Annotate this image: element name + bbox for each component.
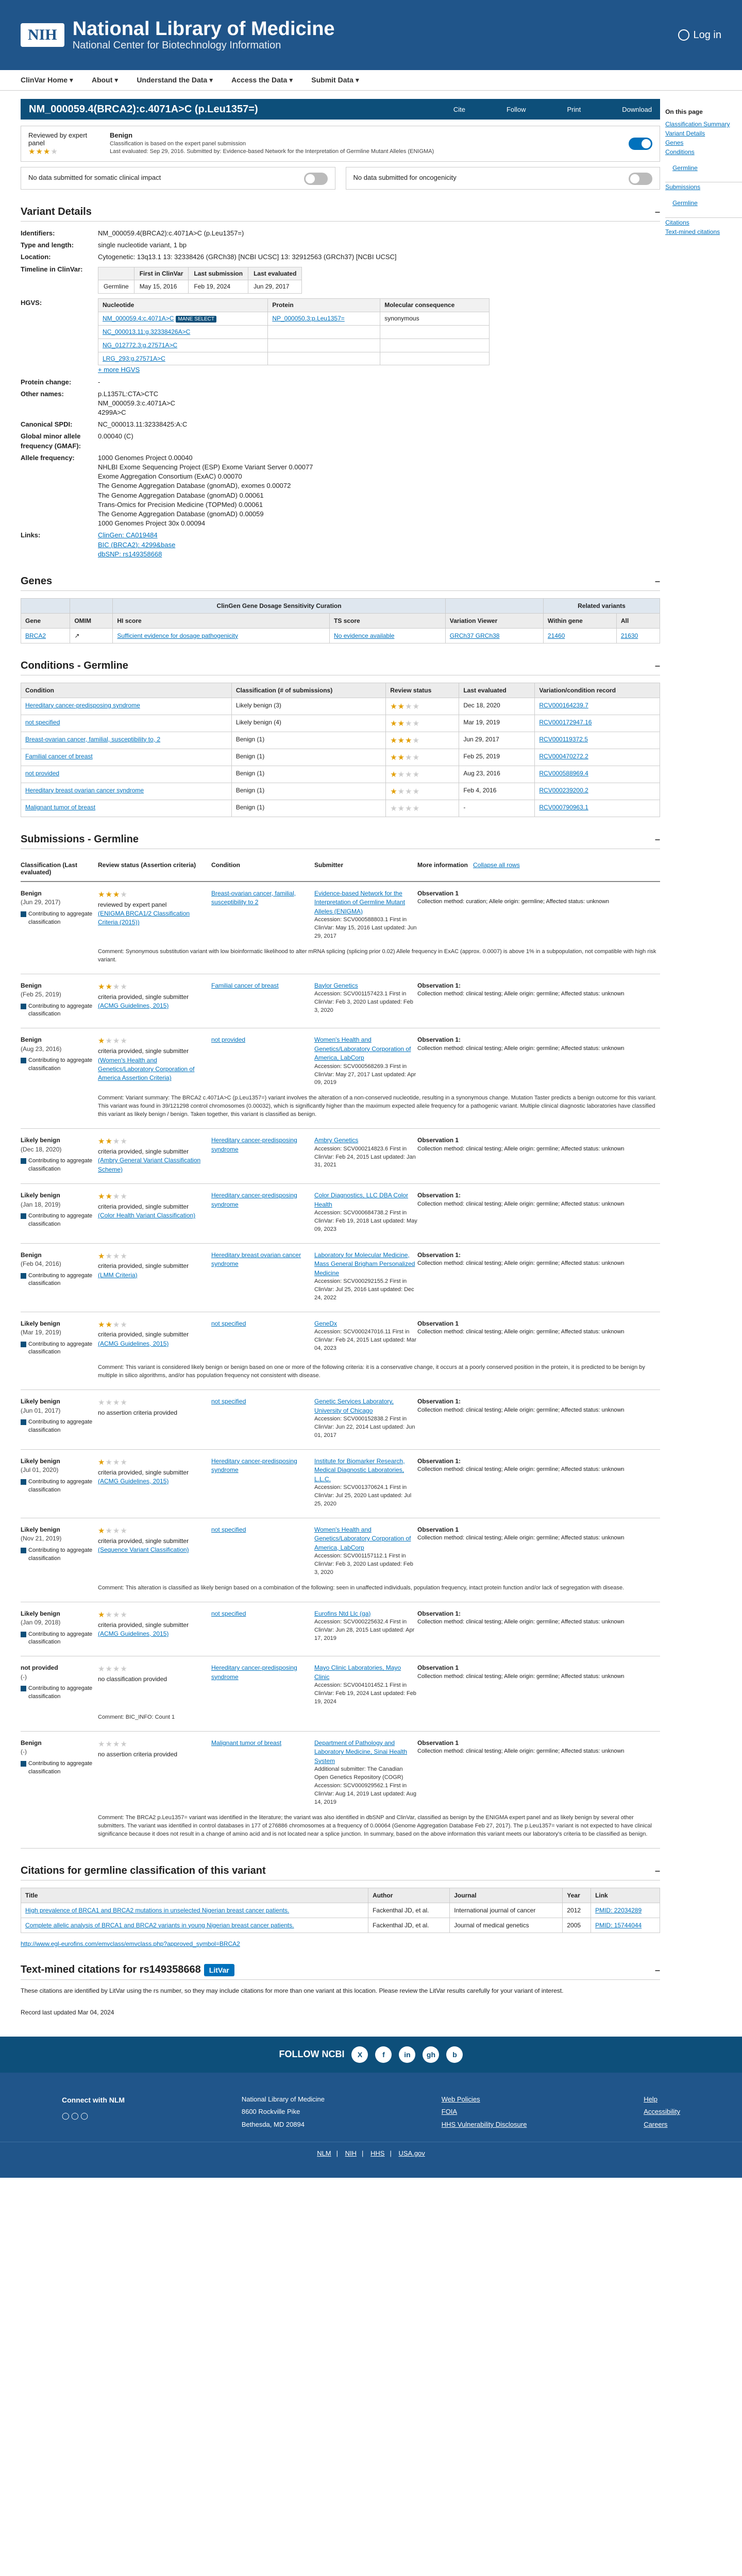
rcv-link[interactable]: RCV000172947.16	[539, 718, 592, 726]
condition-link[interactable]: not specified	[211, 1319, 246, 1327]
more-hgvs-link[interactable]: + more HGVS	[98, 366, 140, 374]
conditions-table: Condition Classification (# of submissions) Review status Last evaluated Variation/condition record Hereditary cancer-predisposing syndrome Likely benign (3) ★★★★ Dec 18, 2020 RCV000164239.7 not specified Likely benign (4) ★★★★ Mar 19, 2019 RCV000172947.16 Breast-ovarian cancer, familial, susceptibility to, 2 Benign (1) ★★★★ Jun 29, 2017 RCV000119372.5 Familial cancer of breast Benign (1) ★★★★ Feb 25, 2019 RCV000470272.2 not provided Benign (1) ★★★★ Aug 23, 2016 RCV000588969.4 Hereditary breast ovarian cancer syndrome Benign (1) ★★★★ Feb 4, 2016 RCV000239200.2 Malignant tumor of breast Benign (1) ★★★★ - RCV000790963.1	[21, 683, 660, 817]
collapse-icon[interactable]: −	[654, 1866, 661, 1876]
submission-row: Benign (Feb 25, 2019) Contributing to aggregate classification ★★★★ criteria provided, single submitter (ACMG Guidelines, 2015) Familial cancer of breast Baylor Genetics Accession: SCV001157423.1 First in ClinVar: Feb 3, 2020 Last updated: Feb 3, 2020 Observation 1: Collection method: clinical testing; Allele origin: germline; Affected status: unknown	[21, 974, 660, 1029]
collapse-icon[interactable]: −	[654, 834, 661, 845]
main-content	[21, 91, 660, 2016]
mane-badge: MANE SELECT	[176, 316, 216, 323]
nih-header	[0, 0, 742, 70]
condition-link[interactable]: Malignant tumor of breast	[211, 1739, 282, 1747]
hgvs-link[interactable]: NC_000013.11:g.32338426A>C	[103, 328, 191, 335]
submission-comment: Comment: BIC_INFO: Count 1	[98, 1714, 175, 1720]
table-row: Malignant tumor of breast Benign (1) ★★★★ - RCV000790963.1	[21, 800, 660, 817]
table-row: not specified Likely benign (4) ★★★★ Mar 19, 2019 RCV000172947.16	[21, 715, 660, 732]
hgvs-link[interactable]: LRG_293:g.27571A>C	[103, 354, 165, 362]
section-textmined[interactable]: Text-mined citations for rs149358668 LitVar −	[21, 1964, 660, 1980]
review-stars: ★★★★	[98, 1137, 128, 1146]
sidebar-link-genes[interactable]: Genes	[665, 139, 684, 146]
condition-link[interactable]: Hereditary cancer-predisposing syndrome	[211, 1192, 297, 1208]
condition-link[interactable]: not provided	[25, 769, 60, 777]
site-subtitle: National Center for Biotechnology Information	[72, 40, 281, 52]
hgvs-table: Nucleotide Protein Molecular consequence NM_000059.4:c.4071A>C MANE SELECT NP_000050.3:p.Leu1357= synonymous NC_000013.11:g.32338426A>C NG_012772.3:g.27571A>C LRG_293:g.27571A>C	[98, 298, 490, 365]
submission-comment: Comment: Synonymous substitution variant with low bioinformatic likelihood to alter mRNA splicing (splicing prior 0.02) Allele frequency in ExAC (approx. 0.0007) is above 1% in a subpopulation, not compatible with high risk variant.	[98, 948, 656, 963]
submission-row: not provided (-) Contributing to aggregate classification ★★★★ no classification provided Hereditary cancer-predisposing syndrome Mayo Clinic Laboratories, Mayo Clinic Accession: SCV004101452.1 First in ClinVar: Feb 19, 2024 Last updated: Feb 19, 2024 Observation 1 Collection method: clinical testing; Allele origin: germline; Affected status: unknown Comment: BIC_INFO: Count 1	[21, 1656, 660, 1732]
checkbox-icon	[21, 1686, 26, 1691]
nav-access-data[interactable]: Access the Data ▾	[231, 76, 293, 84]
sidebar-link-submissions[interactable]: Submissions	[665, 183, 701, 191]
submitter-link[interactable]: Color Diagnostics, LLC DBA Color Health	[314, 1192, 409, 1208]
litvar-badge[interactable]: LitVar	[204, 1964, 234, 1976]
condition-link[interactable]: Hereditary cancer-predisposing syndrome	[211, 1457, 297, 1474]
nih-logo[interactable]	[21, 19, 335, 52]
table-row: Breast-ovarian cancer, familial, susceptibility to, 2 Benign (1) ★★★★ Jun 29, 2017 RCV000119372.5	[21, 732, 660, 749]
condition-link[interactable]: not specified	[211, 1526, 246, 1533]
submission-comment: Comment: Variant summary: The BRCA2 c.4071A>C (p.Leu1357=) variant involves the alteration of a non-conserved nucleotide, resulting in a synonymous change. Mutation Taster predicts a benign outcome for this variant. This variant was found in 39/121298 control chromosomes (0.00032), which is significantly higher than the maximum expected allele frequency for a pathogenic variant. Multiple clinical diagnostic laboratories have classified this variant as likely benign / benign. Taken together, this variant is classified as benign.	[98, 1095, 657, 1118]
nav-clinvar-home[interactable]: ClinVar Home ▾	[21, 76, 73, 84]
submitter-link[interactable]: Baylor Genetics	[314, 981, 358, 989]
condition-link[interactable]: Malignant tumor of breast	[25, 803, 96, 811]
condition-link[interactable]: Hereditary cancer-predisposing syndrome	[25, 701, 140, 709]
egl-link[interactable]: http://www.egl-eurofins.com/emvclass/emvclass.php?approved_symbol=BRCA2	[21, 1940, 240, 1947]
nih-badge: NIH	[21, 23, 64, 47]
review-stars: ★★★★	[390, 804, 420, 813]
nav-submit-data[interactable]: Submit Data ▾	[311, 76, 359, 84]
genes-table: ClinGen Gene Dosage Sensitivity Curation Related variants Gene OMIM HI score TS score Variation Viewer Within gene All BRCA2 ↗ Sufficient evidence for dosage pathogenicity No evidence available GRCh37 GRCh38 21460 21630	[21, 598, 660, 643]
submission-row: Likely benign (Mar 19, 2019) Contributing to aggregate classification ★★★★ criteria provided, single submitter (ACMG Guidelines, 2015) not specified GeneDx Accession: SCV000247016.11 First in ClinVar: Feb 24, 2015 Last updated: Mar 04, 2023 Observation 1 Collection method: clinical testing; Allele origin: germline; Affected status: unknown Comment: This variant is considered likely benign or benign based on one or more of the following criteria: it is a conservative change, it occurs at a poorly conserved position in the protein, it is predicted to be benign by multiple in silico algorithms, and/or has population frequency not consistent with disease.	[21, 1312, 660, 1391]
links-list: ClinGen: CA019484 BIC (BRCA2): 4299&base dbSNP: rs149358668	[98, 531, 176, 558]
follow-ncbi-bar: FOLLOW NCBI X f in gh b	[0, 2037, 742, 2073]
footer-accessibility[interactable]: Accessibility	[644, 2108, 680, 2116]
condition-link[interactable]: not provided	[211, 1036, 246, 1044]
follow-button[interactable]: Follow	[506, 105, 526, 113]
checkbox-icon	[21, 911, 26, 917]
review-stars: ★★★★	[98, 1526, 128, 1535]
table-row: Familial cancer of breast Benign (1) ★★★★ Feb 25, 2019 RCV000470272.2	[21, 749, 660, 766]
variant-title: NM_000059.4(BRCA2):c.4071A>C (p.Leu1357=)	[29, 103, 258, 115]
review-stars: ★★★★	[28, 147, 58, 156]
checkbox-icon	[21, 1058, 26, 1063]
review-stars: ★★★★	[390, 753, 420, 762]
condition-link[interactable]: Familial cancer of breast	[211, 981, 279, 989]
download-button[interactable]: Download	[622, 105, 652, 113]
rcv-link[interactable]: RCV000239200.2	[539, 786, 588, 794]
checkbox-icon	[21, 1419, 26, 1425]
submitter-link[interactable]: Women's Health and Genetics/Laboratory Corporation of America, LabCorp	[314, 1526, 411, 1551]
checkbox-icon	[21, 1548, 26, 1553]
print-button[interactable]: Print	[567, 105, 581, 113]
collapse-all-link[interactable]: Collapse all rows	[473, 861, 520, 869]
somatic-nodata-card: No data submitted for somatic clinical impact	[21, 167, 335, 190]
review-stars: ★★★★	[390, 719, 420, 728]
footer-web-policies[interactable]: Web Policies	[441, 2095, 480, 2103]
user-icon	[678, 29, 689, 41]
rcv-link[interactable]: RCV000790963.1	[539, 803, 588, 811]
section-variant-details[interactable]: Variant Details −	[21, 206, 660, 222]
external-link-icon[interactable]: ↗	[74, 632, 80, 639]
allele-frequency-list: 1000 Genomes Project 0.00040 NHLBI Exome Sequencing Project (ESP) Exome Variant Server 0.00077 Exome Aggregation Consortium (ExAC) 0.00070 The Genome Aggregation Database (gnomAD), exomes 0.00072 The Genome Aggregation Database (gnomAD) 0.00061 Trans-Omics for Precision Medicine (TOPMed) 0.00061 The Genome Aggregation Database (gnomAD) 0.00059 1000 Genomes Project 30x 0.00094	[98, 453, 313, 528]
collapse-icon[interactable]: −	[654, 207, 661, 217]
hgvs-link[interactable]: NM_000059.4:c.4071A>C	[103, 314, 174, 322]
review-status-label: Reviewed by expert panel	[28, 131, 88, 147]
rcv-link[interactable]: RCV000588969.4	[539, 769, 588, 777]
review-stars: ★★★★	[98, 1665, 128, 1674]
rcv-link[interactable]: RCV000470272.2	[539, 752, 588, 760]
footer-help[interactable]: Help	[644, 2095, 657, 2103]
condition-link[interactable]: not specified	[25, 718, 60, 726]
collapse-icon[interactable]: −	[654, 576, 661, 587]
rcv-link[interactable]: RCV000119372.5	[539, 735, 588, 743]
timeline-table: First in ClinVar Last submission Last evaluated Germline May 15, 2016 Feb 19, 2024 Jun 29, 2017	[98, 267, 302, 294]
main-nav	[0, 70, 742, 91]
checkbox-icon	[21, 1213, 26, 1219]
submission-row: Likely benign (Jul 01, 2020) Contributing to aggregate classification ★★★★ criteria provided, single submitter (ACMG Guidelines, 2015) Hereditary cancer-predisposing syndrome Institute for Biomarker Research, Medical Diagnostic Laboratories, L.L.C. Accession: SCV001370624.1 First in ClinVar: Jul 25, 2020 Last updated: Jul 25, 2020 Observation 1: Collection method: clinical testing; Allele origin: germline; Affected status: unknown	[21, 1450, 660, 1518]
sidebar-link-conditions-germline[interactable]: Germline	[665, 157, 742, 182]
classification-basis: Classification is based on the expert panel submission	[110, 141, 246, 147]
checkbox-icon	[21, 1761, 26, 1767]
footer-bottom: NLM | NIH | HHS | USA.gov	[0, 2142, 742, 2178]
footer-hhs-disclosure[interactable]: HHS Vulnerability Disclosure	[441, 2120, 527, 2128]
site-title: National Library of Medicine	[72, 18, 335, 40]
cite-button[interactable]: Cite	[453, 105, 465, 113]
submission-row: Likely benign (Nov 21, 2019) Contributing to aggregate classification ★★★★ criteria provided, single submitter (Sequence Variant Classification) not specified Women's Health and Genetics/Laboratory Corporation of America, LabCorp Accession: SCV001157112.1 First in ClinVar: Feb 3, 2020 Last updated: Feb 3, 2020 Observation 1 Collection method: clinical testing; Allele origin: germline; Affected status: unknown Comment: This alteration is classified as likely benign based on a combination of the following: seen in unaffected individuals, population frequency, intact protein function and/or lack of segregation with disease.	[21, 1518, 660, 1602]
germline-classification-card	[21, 126, 660, 162]
submission-row: Likely benign (Dec 18, 2020) Contributing to aggregate classification ★★★★ criteria provided, single submitter (Ambry General Variant Classification Scheme) Hereditary cancer-predisposing syndrome Ambry Genetics Accession: SCV000214823.6 First in ClinVar: Feb 24, 2015 Last updated: Jan 31, 2021 Observation 1 Collection method: clinical testing; Allele origin: germline; Affected status: unknown	[21, 1129, 660, 1184]
social-icons-row: ◯ ◯ ◯	[62, 2112, 88, 2120]
citations-table: Title Author Journal Year Link High prevalence of BRCA1 and BRCA2 mutations in unselected Nigerian breast cancer patients. Fackenthal JD, et al. International journal of cancer 2012 PMID: 22034289 Complete allelic analysis of BRCA1 and BRCA2 variants in young Nigerian breast cancer patients. Fackenthal JD, et al. Journal of medical genetics 2005 PMID: 15744044	[21, 1888, 660, 1933]
somatic-toggle[interactable]	[304, 173, 328, 185]
checkbox-icon	[21, 1158, 26, 1164]
review-stars: ★★★★	[98, 1037, 128, 1046]
submissions-header: Classification (Last evaluated) Review status (Assertion criteria) Condition Submitter More information Collapse all rows	[21, 856, 660, 882]
sidebar-link-citations[interactable]: Citations	[665, 218, 689, 226]
section-genes[interactable]: Genes −	[21, 575, 660, 591]
review-stars: ★★★★	[390, 702, 420, 711]
condition-link[interactable]: Familial cancer of breast	[25, 752, 93, 760]
location-value: Cytogenetic: 13q13.1 13: 32338426 (GRCh38) [NCBI UCSC] 13: 32912563 (GRCh37) [NCBI UCSC]	[98, 253, 397, 261]
review-stars: ★★★★	[98, 1398, 128, 1408]
submitter-link[interactable]: Genetic Services Laboratory, University of Chicago	[314, 1398, 394, 1414]
site-footer: Connect with NLM ◯ ◯ ◯ National Library of Medicine 8600 Rockville Pike Bethesda, MD 20894 Web Policies FOIA HHS Vulnerability Disclosure Help Accessibility Careers	[0, 2073, 742, 2142]
submission-comment: Comment: The BRCA2 p.Leu1357= variant was identified in the literature; the variant was also identified in dbSNP and ClinVar, classified as benign by the ENIGMA expert panel and as likely benign by several other submitters. The variant was identified in control databases in 177 of 276886 chromosomes at a frequency of 0.00064 (Genome Aggregation Database Feb 27, 2017). The p.Leu1357= variant is not expected to have clinical significance because it does not result in a change of amino acid and is not located near a splice junction. In summary, based on the above information this variant meets our laboratory's criteria to be classified as benign.	[98, 1814, 652, 1837]
table-row: Hereditary breast ovarian cancer syndrome Benign (1) ★★★★ Feb 4, 2016 RCV000239200.2	[21, 783, 660, 800]
review-stars: ★★★★	[98, 890, 128, 899]
section-submissions[interactable]: Submissions - Germline −	[21, 834, 660, 849]
checkbox-icon	[21, 1342, 26, 1347]
on-this-page-sidebar	[665, 91, 742, 2016]
submitter-link[interactable]: Department of Pathology and Laboratory Medicine, Sinai Health System	[314, 1739, 408, 1765]
submitter-link[interactable]: Evidence-based Network for the Interpretation of Germline Mutant Alleles (ENIGMA)	[314, 889, 406, 915]
sidebar-link-conditions[interactable]: Conditions	[665, 148, 695, 156]
rcv-link[interactable]: RCV000164239.7	[539, 701, 588, 709]
review-stars: ★★★★	[390, 736, 420, 745]
condition-link[interactable]: Hereditary cancer-predisposing syndrome	[211, 1664, 297, 1681]
submitter-link[interactable]: Eurofins Ntd Llc (ga)	[314, 1609, 371, 1617]
variant-details: Identifiers: NM_000059.4(BRCA2):c.4071A>C (p.Leu1357=) Type and length: single nucleotide variant, 1 bp Location: Cytogenetic: 13q13.1 13: 32338426 (GRCh38) [NCBI UCSC] 13: 32912563 (GRCh37) [NCBI UCSC] Timeline in ClinVar: First in ClinVar Last submission Last evaluated Germline May 15, 2016 Feb 19, 2024 Jun 29, 2017 HGVS: Nucleotide Protein Molecular consequence NM_000059.4:c.4071A>C MANE SELECT NP_000050.3:p.Leu1357= synonymous NC_000013.11:g.32338426A>C NG_012772.3:g.27571A>C LRG_293:g.27571A>C + more HGVS Protein change: - Other names: p.L1357L:CTA>CTC NM_000059.3:c.4071A>C 4299A>C Canonical SPDI: NC_000013.11:32338425:A:C Global minor allele frequency (GMAF): 0.00040 (C) Allele frequency: 1000 Genomes Project 0.00040 NHLBI Exome Sequencing Project (ESP) Exome Variant Server 0.00077 Exome Aggregation Consortium (ExAC) 0.00070 The Genome Aggregation Database (gnomAD), exomes 0.00072 The Genome Aggregation Database (gnomAD) 0.00061 Trans-Omics for Precision Medicine (TOPMed) 0.00061 The Genome Aggregation Database (gnomAD) 0.00059 1000 Genomes Project 30x 0.00094 Links: ClinGen: CA019484 BIC (BRCA2): 4299&base dbSNP: rs149358668	[21, 229, 660, 559]
submission-row: Likely benign (Jan 18, 2019) Contributing to aggregate classification ★★★★ criteria provided, single submitter (Color Health Variant Classification) Hereditary cancer-predisposing syndrome Color Diagnostics, LLC DBA Color Health Accession: SCV000684738.2 First in ClinVar: Feb 19, 2018 Last updated: May 09, 2023 Observation 1: Collection method: clinical testing; Allele origin: germline; Affected status: unknown	[21, 1184, 660, 1244]
blog-icon[interactable]: b	[446, 2046, 463, 2063]
nav-understand-data[interactable]: Understand the Data ▾	[137, 76, 213, 84]
footer-careers[interactable]: Careers	[644, 2120, 668, 2128]
submitter-link[interactable]: Laboratory for Molecular Medicine, Mass General Brigham Personalized Medicine	[314, 1251, 415, 1277]
submitter-link[interactable]: Institute for Biomarker Research, Medical Diagnostic Laboratories, L.L.C.	[314, 1457, 405, 1483]
checkbox-icon	[21, 1632, 26, 1637]
sidebar-link-submissions-germline[interactable]: Germline	[665, 192, 742, 217]
gene-link[interactable]: BRCA2	[25, 632, 46, 639]
classification-detail: Last evaluated: Sep 29, 2016. Submitted by: Evidence-based Network for the Interpretation of Germline Mutant Alleles (ENIGMA)	[110, 148, 434, 155]
oncogenicity-nodata-card: No data submitted for oncogenicity	[346, 167, 661, 190]
submission-row: Likely benign (Jan 09, 2018) Contributing to aggregate classification ★★★★ criteria provided, single submitter (ACMG Guidelines, 2015) not specified Eurofins Ntd Llc (ga) Accession: SCV000225632.4 First in ClinVar: Jun 28, 2015 Last updated: Apr 17, 2019 Observation 1: Collection method: clinical testing; Allele origin: germline; Affected status: unknown	[21, 1602, 660, 1657]
x-icon[interactable]: X	[351, 2046, 368, 2063]
submission-row: Likely benign (Jun 01, 2017) Contributing to aggregate classification ★★★★ no assertion criteria provided not specified Genetic Services Laboratory, University of Chicago Accession: SCV000152838.2 First in ClinVar: Jun 22, 2014 Last updated: Jun 01, 2017 Observation 1: Collection method: clinical testing; Allele origin: germline; Affected status: unknown	[21, 1390, 660, 1450]
review-stars: ★★★★	[98, 1739, 128, 1749]
condition-link[interactable]: Hereditary breast ovarian cancer syndrome	[211, 1251, 301, 1268]
review-stars: ★★★★	[98, 1251, 128, 1261]
section-conditions[interactable]: Conditions - Germline −	[21, 660, 660, 675]
section-citations[interactable]: Citations for germline classification of this variant −	[21, 1865, 660, 1880]
submission-row: Benign (Jun 29, 2017) Contributing to aggregate classification ★★★★ reviewed by expert panel (ENIGMA BRCA1/2 Classification Criteria (2015)) Breast-ovarian cancer, familial, susceptibility to 2 Evidence-based Network for the Interpretation of Germline Mutant Alleles (ENIGMA) Accession: SCV000588803.1 First in ClinVar: May 15, 2016 Last updated: Jun 29, 2017 Observation 1 Collection method: curation; Allele origin: germline; Affected status: unknown Comment: Synonymous substitution variant with low bioinformatic likelihood to alter mRNA splicing (splicing prior 0.02) Allele frequency in ExAC (approx. 0.0007) is above 1% in a subpopulation, not compatible with high risk variant.	[21, 882, 660, 974]
checkbox-icon	[21, 1479, 26, 1485]
footer-foia[interactable]: FOIA	[441, 2108, 458, 2116]
variant-title-bar	[21, 99, 660, 120]
hgvs-link[interactable]: NG_012772.3:g.27571A>C	[103, 341, 178, 349]
review-stars: ★★★★	[98, 1458, 128, 1467]
table-row: not provided Benign (1) ★★★★ Aug 23, 2016 RCV000588969.4	[21, 766, 660, 783]
germline-toggle[interactable]	[629, 138, 652, 150]
submission-row: Benign (Aug 23, 2016) Contributing to aggregate classification ★★★★ criteria provided, single submitter (Women's Health and Genetics/Laboratory Corporation of America Assertion Criteria) not provided Women's Health and Genetics/Laboratory Corporation of America, LabCorp Accession: SCV000568269.3 First in ClinVar: May 27, 2017 Last updated: Apr 09, 2019 Observation 1: Collection method: clinical testing; Allele origin: germline; Affected status: unknown Comment: Variant summary: The BRCA2 c.4071A>C (p.Leu1357=) variant involves the alteration of a non-conserved nucleotide, resulting in a synonymous change. Mutation Taster predicts a benign outcome for this variant. This variant was found in 39/121298 control chromosomes (0.00032), which is significantly higher than the maximum expected allele frequency for a pathogenic variant. Multiple clinical diagnostic laboratories have classified this variant as likely benign / benign. Taken together, this variant is classified as benign.	[21, 1028, 660, 1129]
sidebar-link-textmined[interactable]: Text-mined citations	[665, 228, 720, 235]
submitter-link[interactable]: Ambry Genetics	[314, 1137, 359, 1144]
oncogenicity-toggle[interactable]	[629, 173, 652, 185]
submitter-link[interactable]: GeneDx	[314, 1319, 338, 1327]
condition-link[interactable]: not specified	[211, 1398, 246, 1405]
review-stars: ★★★★	[390, 770, 420, 779]
submitter-link[interactable]: Mayo Clinic Laboratories, Mayo Clinic	[314, 1664, 401, 1681]
condition-link[interactable]: Hereditary breast ovarian cancer syndrome	[25, 786, 144, 794]
germline-classification: Benign	[110, 131, 133, 139]
checkbox-icon	[21, 1273, 26, 1279]
submission-row: Benign (-) Contributing to aggregate classification ★★★★ no assertion criteria provided Malignant tumor of breast Department of Pathology and Laboratory Medicine, Sinai Health System Additional submitter: The Canadian Open Genetics Repository (COGR) Accession: SCV000929562.1 First in ClinVar: Aug 14, 2019 Last updated: Aug 14, 2019 Observation 1 Collection method: clinical testing; Allele origin: germline; Affected status: unknown Comment: The BRCA2 p.Leu1357= variant was identified in the literature; the variant was also identified in dbSNP and ClinVar, classified as benign by the ENIGMA expert panel and as likely benign by several other submitters. The variant was identified in control databases in 177 of 276886 chromosomes at a frequency of 0.00064 (Genome Aggregation Database Feb 27, 2017). The p.Leu1357= variant is not expected to have clinical significance because it does not result in a change of amino acid and is not located near a splice junction. In summary, based on the above information this variant meets our laboratory's criteria to be classified as benign.	[21, 1732, 660, 1849]
sidebar-link-classification[interactable]: Classification Summary	[665, 121, 730, 128]
submission-row: Benign (Feb 04, 2016) Contributing to aggregate classification ★★★★ criteria provided, single submitter (LMM Criteria) Hereditary breast ovarian cancer syndrome Laboratory for Molecular Medicine, Mass General Brigham Personalized Medicine Accession: SCV000292155.2 First in ClinVar: Jul 25, 2016 Last updated: Dec 24, 2022 Observation 1: Collection method: clinical testing; Allele origin: germline; Affected status: unknown	[21, 1244, 660, 1312]
login-link[interactable]: Log in	[678, 29, 722, 41]
review-stars: ★★★★	[390, 787, 420, 796]
submission-comment: Comment: This alteration is classified as likely benign based on a combination of the following: seen in unaffected individuals, population frequency, intact protein function and/or lack of segregation with disease.	[98, 1584, 625, 1591]
condition-link[interactable]: not specified	[211, 1609, 246, 1617]
textmined-note: These citations are identified by LitVar using the rs number, so they may include citations for more than one variant at this location. Please review the LitVar results carefully for your variant of interest.	[21, 1987, 564, 1994]
review-stars: ★★★★	[98, 982, 128, 991]
last-updated: Record last updated Mar 04, 2024	[21, 2008, 114, 2016]
condition-link[interactable]: Hereditary cancer-predisposing syndrome	[211, 1137, 297, 1153]
review-stars: ★★★★	[98, 1320, 128, 1329]
collapse-icon[interactable]: −	[654, 660, 661, 671]
linkedin-icon[interactable]: in	[399, 2046, 415, 2063]
submission-comment: Comment: This variant is considered likely benign or benign based on one or more of the following criteria: it is a conservative change, it occurs at a poorly conserved position in the protein, it is predicted to be benign by multiple in silico algorithms, and/or has population frequency not consistent with disease.	[98, 1364, 645, 1379]
submissions-list	[21, 882, 660, 1849]
checkbox-icon	[21, 1004, 26, 1009]
review-stars: ★★★★	[98, 1192, 128, 1201]
condition-link[interactable]: Breast-ovarian cancer, familial, susceptibility to 2	[211, 889, 296, 906]
collapse-icon[interactable]: −	[654, 1965, 661, 1976]
sidebar-link-details[interactable]: Variant Details	[665, 130, 705, 137]
table-row: Hereditary cancer-predisposing syndrome Likely benign (3) ★★★★ Dec 18, 2020 RCV000164239.7	[21, 698, 660, 715]
sidebar-heading: On this page	[665, 108, 703, 115]
nav-about[interactable]: About ▾	[92, 76, 118, 84]
submitter-link[interactable]: Women's Health and Genetics/Laboratory Corporation of America, LabCorp	[314, 1036, 411, 1062]
facebook-icon[interactable]: f	[375, 2046, 392, 2063]
review-stars: ★★★★	[98, 1610, 128, 1619]
github-icon[interactable]: gh	[423, 2046, 439, 2063]
condition-link[interactable]: Breast-ovarian cancer, familial, susceptibility to, 2	[25, 735, 161, 743]
